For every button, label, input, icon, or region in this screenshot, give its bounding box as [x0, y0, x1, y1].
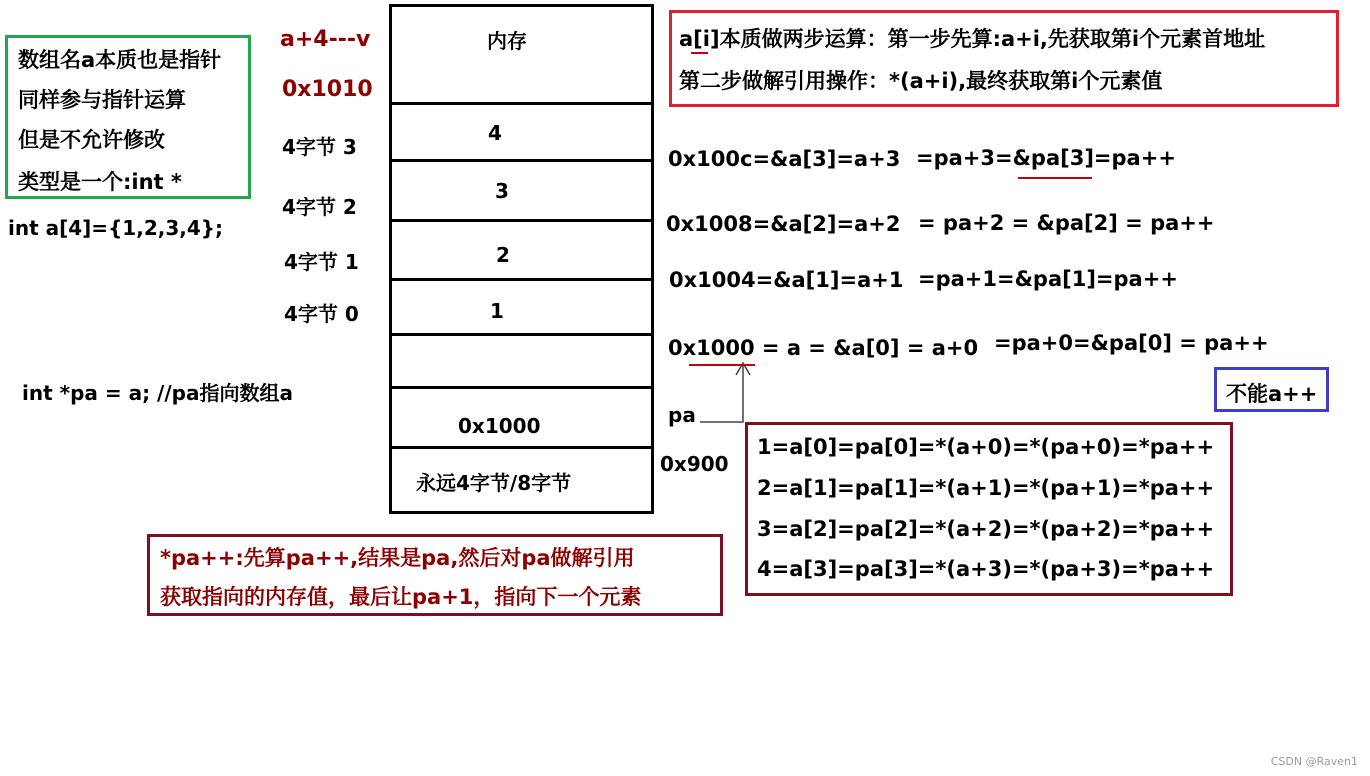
element-access-line-3: 3=a[2]=pa[2]=*(a+2)=*(pa+2)=*pa++: [757, 517, 1215, 541]
memory-divider: [392, 159, 651, 162]
pa3-underline: [1018, 177, 1092, 179]
pa-stored-value: 0x1000: [458, 414, 541, 438]
memory-divider: [392, 219, 651, 222]
address-row-3-left: 0x100c=&a[3]=a+3: [668, 147, 901, 171]
element-access-box: [745, 422, 1233, 596]
pa-address-label: 0x900: [660, 452, 729, 476]
byte-label-3: 4字节 3: [282, 135, 357, 159]
postincrement-explanation-line-1: *pa++:先算pa++,结果是pa,然后对pa做解引用: [160, 546, 635, 570]
memory-divider: [392, 333, 651, 336]
address-row-0-right: =pa+0=&pa[0] = pa++: [994, 331, 1269, 355]
byte-label-0: 4字节 0: [284, 302, 359, 326]
address-row-1-right: =pa+1=&pa[1]=pa++: [918, 267, 1178, 291]
address-row-3-right: =pa+3=&pa[3]=pa++: [916, 146, 1176, 170]
watermark: CSDN @Raven1: [1270, 755, 1358, 768]
cannot-increment-box: [1214, 367, 1329, 412]
memory-cell-4: 4: [488, 121, 502, 145]
postincrement-explanation-line-2: 获取指向的内存值，最后让pa+1，指向下一个元素: [160, 585, 642, 609]
memory-divider: [392, 446, 651, 449]
subscript-explanation-box: [669, 10, 1339, 107]
pointer-note-line-4: 类型是一个:int *: [18, 170, 182, 194]
memory-block: [389, 4, 654, 514]
postincrement-explanation-box: [147, 534, 723, 616]
end-address-label: a+4---v: [280, 27, 371, 52]
cannot-increment-text: 不能a++: [1226, 382, 1318, 406]
memory-divider: [392, 102, 651, 105]
pa-label: pa: [668, 403, 696, 427]
pa-size-note: 永远4字节/8字节: [416, 471, 572, 495]
address-row-0-left: 0x1000 = a = &a[0] = a+0: [668, 336, 979, 360]
pointer-declaration: int *pa = a; //pa指向数组a: [22, 381, 293, 405]
memory-title: 内存: [487, 29, 527, 53]
address-row-1-left: 0x1004=&a[1]=a+1: [669, 268, 904, 292]
memory-cell-2: 2: [496, 243, 510, 267]
byte-label-1: 4字节 1: [284, 250, 359, 274]
index-underline: [691, 52, 708, 54]
byte-label-2: 4字节 2: [282, 195, 357, 219]
pointer-note-line-2: 同样参与指针运算: [18, 88, 186, 112]
pointer-note-box: [5, 35, 251, 199]
pointer-note-line-3: 但是不允许修改: [18, 128, 165, 152]
pointer-note-line-1: 数组名a本质也是指针: [18, 48, 222, 72]
subscript-explanation-line-1: a[i]本质做两步运算：第一步先算:a+i,先获取第i个元素首地址: [679, 27, 1266, 51]
address-1010-label: 0x1010: [282, 77, 373, 102]
address-row-2-right: = pa+2 = &pa[2] = pa++: [918, 211, 1215, 235]
memory-divider: [392, 278, 651, 281]
memory-cell-1: 1: [490, 299, 504, 323]
address-row-2-left: 0x1008=&a[2]=a+2: [666, 212, 901, 236]
element-access-line-2: 2=a[1]=pa[1]=*(a+1)=*(pa+1)=*pa++: [757, 476, 1215, 500]
address-1000-underline: [689, 364, 755, 366]
element-access-line-4: 4=a[3]=pa[3]=*(a+3)=*(pa+3)=*pa++: [757, 557, 1215, 581]
memory-divider: [392, 386, 651, 389]
memory-cell-3: 3: [495, 179, 509, 203]
pointer-arrow: [690, 358, 760, 428]
subscript-explanation-line-2: 第二步做解引用操作：*(a+i),最终获取第i个元素值: [679, 69, 1163, 93]
element-access-line-1: 1=a[0]=pa[0]=*(a+0)=*(pa+0)=*pa++: [757, 435, 1215, 459]
array-declaration: int a[4]={1,2,3,4};: [8, 216, 223, 240]
